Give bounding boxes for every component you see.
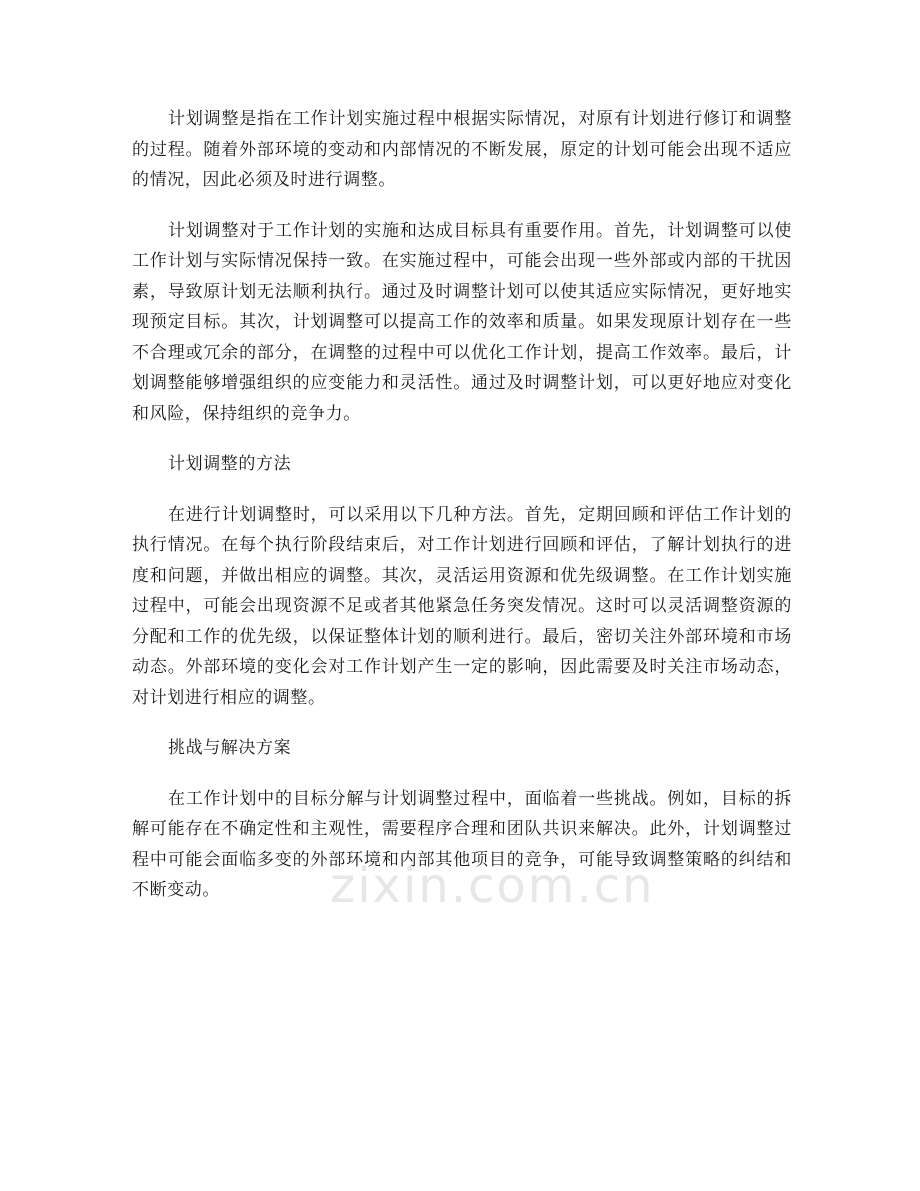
paragraph-importance: 计划调整对于工作计划的实施和达成目标具有重要作用。首先，计划调整可以使工作计划与实际情况保持一致。在实施过程中，可能会出现一些外部或内部的干扰因素，导致原计划无法顺利执行。通过及时调整计划可以使其适应实际情况，更好地实现预定目标。其次，计划调整可以提高工作的效率和质量。如果发现原计划存在一些不合理或冗余的部分，在调整的过程中可以优化工作计划，提高工作效率。最后，计划调整能够增强组织的应变能力和灵活性。通过及时调整计划，可以更好地应对变化和风险，保持组织的竞争力。 [132,220,792,424]
section-heading-challenges: 挑战与解决方案 [168,738,292,758]
paragraph-challenges: 在工作计划中的目标分解与计划调整过程中，面临着一些挑战。例如，目标的拆解可能存在不确定性和主观性，需要程序合理和团队共识来解决。此外，计划调整过程中可能会面临多变的外部环境和内部其他项目的竞争，可能导致调整策略的纠结和不断变动。 [132,788,792,900]
section-heading-methods: 计划调整的方法 [168,454,292,474]
watermark-text: zixin.com.cn [330,858,655,914]
paragraph-intro: 计划调整是指在工作计划实施过程中根据实际情况，对原有计划进行修订和调整的过程。随着外部环境的变动和内部情况的不断发展，原定的计划可能会出现不适应的情况，因此必须及时进行调整。 [132,109,792,190]
paragraph-methods: 在进行计划调整时，可以采用以下几种方法。首先，定期回顾和评估工作计划的执行情况。在每个执行阶段结束后，对工作计划进行回顾和评估，了解计划执行的进度和问题，并做出相应的调整。其次，灵活运用资源和优先级调整。在工作计划实施过程中，可能会出现资源不足或者其他紧急任务突发情况。这时可以灵活调整资源的分配和工作的优先级，以保证整体计划的顺利进行。最后，密切关注外部环境和市场动态。外部环境的变化会对工作计划产生一定的影响，因此需要及时关注市场动态，对计划进行相应的调整。 [132,504,792,708]
document-body [132,104,792,926]
